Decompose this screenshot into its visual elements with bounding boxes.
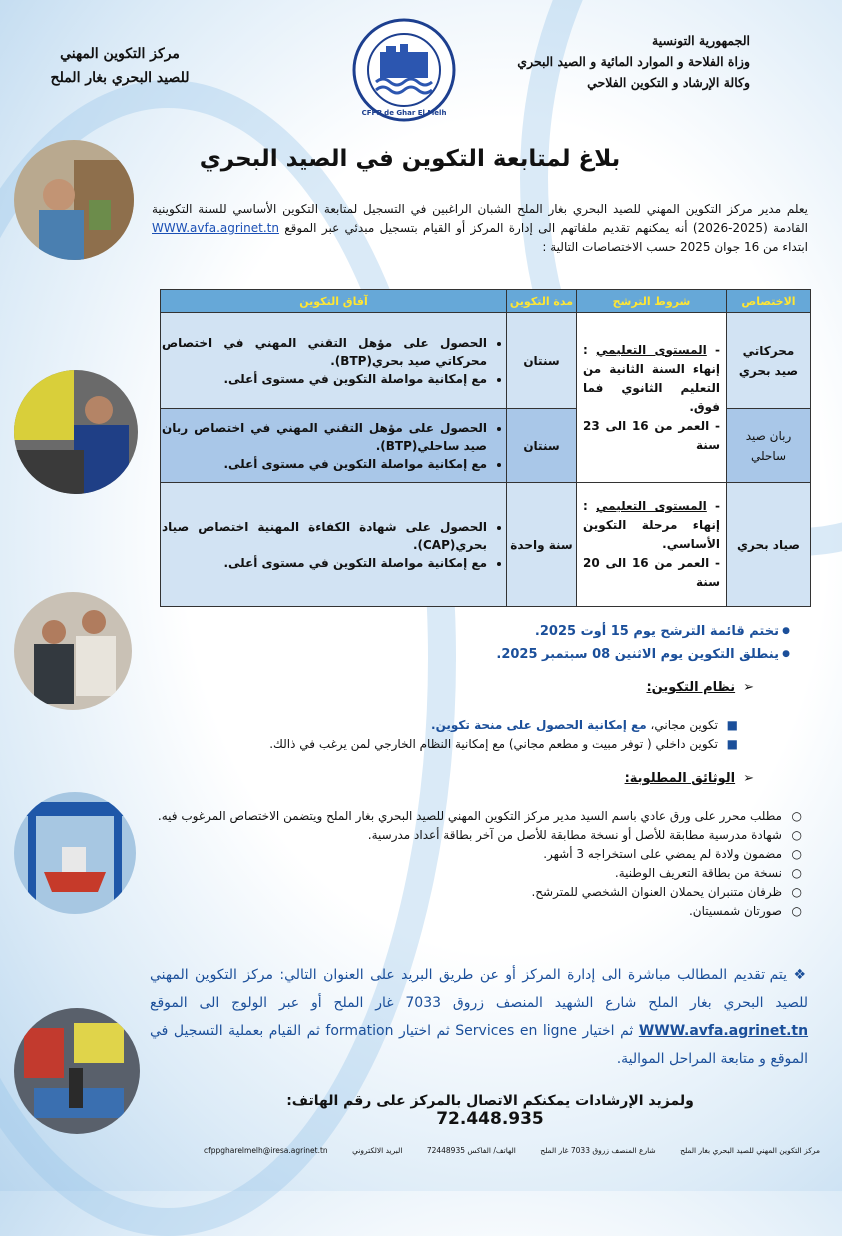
column-header: آفاق التكوين [161,290,507,313]
center-name-line1: مركز التكوين المهني [60,46,180,62]
list-item [146,864,806,883]
circle-bullet-icon: ○ [791,828,802,842]
table-header-row [161,290,811,313]
mechanic-photo [14,140,134,260]
specialty-cell: ربان صيد ساحلي [727,409,811,483]
column-header: شروط الترشح [577,290,727,313]
list-item [146,883,806,902]
table-row [161,313,811,409]
deadline-date: ● تختم قائمة الترشح يوم 15 أوت 2025. [420,620,790,643]
ministry-name: وزاة الفلاحة و الموارد المائية و الصيد البحري [517,54,750,69]
outcome-item: • الحصول على مؤهل التقني المهني في اختصاص ربان صيد ساحلي(BTP). [162,419,487,455]
documents-list [146,807,806,921]
shipyard-photo [14,792,136,914]
documents-heading [625,771,754,786]
list-item [142,735,742,754]
outcome-item: • مع إمكانية مواصلة التكوين في مستوى أعلى. [162,455,487,473]
outcomes-cell [161,483,507,607]
phone-number: 72.448.935 [436,1109,544,1129]
duration-cell: سنتان [507,409,577,483]
circle-bullet-icon: ○ [791,904,802,918]
list-item [146,826,806,845]
note-text: ثم اختيار [582,1023,634,1039]
footer-email[interactable]: cfppgharelmelh@iresa.agrinet.tn [204,1146,328,1155]
outcome-item: • الحصول على شهادة الكفاءة المهنية اختصاص صياد بحري(CAP). [162,518,487,554]
registration-link[interactable]: WWW.avfa.agrinet.tn [152,221,279,235]
circle-bullet-icon: ○ [791,866,802,880]
circle-bullet-icon: ○ [791,885,802,899]
country-name: الجمهورية التونسية [652,33,750,48]
table-row [161,483,811,607]
item-text: تكوين مجاني، [646,718,718,732]
training-system-heading [646,680,754,695]
agency-name: وكالة الإرشاد و التكوين الفلاحي [587,75,750,90]
outcomes-cell [161,313,507,409]
condition-label: المستوى التعليمي [596,499,707,513]
government-header [450,30,750,93]
footer-fax: الهاتف/ الفاكس 72448935 [426,1146,516,1155]
item-text: مضمون ولادة لم يمضي على استخراجه 3 أشهر. [543,847,782,861]
specialty-cell: محركاتي صيد بحري [727,313,811,409]
list-item [142,716,742,735]
footer-center-name: مركز التكوين المهني للصيد البحري بغار الملح [680,1146,820,1155]
specialty-cell: صياد بحري [727,483,811,607]
outcome-item: • الحصول على مؤهل التقني المهني في اختصاص محركاتي صيد بحري(BTP). [162,334,487,370]
training-system-list [142,716,742,754]
note-text: ثم اختيار [399,1023,450,1039]
condition-text: من 16 الى 23 سنة [583,418,720,452]
registration-link[interactable]: WWW.avfa.agrinet.tn [638,1023,809,1039]
intro-text-after: ابتداء من 16 جوان 2025 حسب الاختصاصات التالية : [542,240,808,254]
specialties-table [160,289,811,607]
condition-text: من 16 الى 20 سنة [583,556,720,589]
center-name-line2: للصيد البحري بغار الملح [50,70,190,86]
conditions-cell: - المستوى التعليمي : إنهاء السنة الثانية من التعليم الثانوي فما فوق. - العمر من 16 الى 23 سنة [577,313,727,483]
diamond-bullet-icon: ❖ [793,967,808,983]
condition-label: العمر [678,418,710,433]
square-bullet-icon: ■ [726,737,738,751]
logo-text: CFPP de Ghar El Melh [361,109,447,117]
submission-note [150,961,808,1073]
engine-room-photo [14,1008,140,1134]
item-text: تكوين داخلي ( توفر مبيت و مطعم مجاني) مع إمكانية النظام الخارجي لمن يرغب في ذالك. [269,737,718,751]
footer-email-label: البريد الالكتروني [352,1146,403,1155]
arrow-icon: ➢ [743,680,754,695]
start-date: ● ينطلق التكوين يوم الاثنين 08 سبتمبر 2025. [420,643,790,666]
contact-text: ولمزيد الإرشادات يمكنكم الاتصال بالمركز على رقم الهاتف: [286,1093,694,1109]
center-logo [352,18,456,122]
circle-bullet-icon: ○ [791,809,802,823]
condition-label: العمر [678,556,710,570]
section-title: الوثائق المطلوبة: [624,771,736,786]
intro-paragraph [152,200,808,257]
item-text: صورتان شمسيتان. [688,904,782,918]
intro-text: يعلم مدير مركز التكوين المهني للصيد البحري بغار الملح الشبان الراغبين في التسجيل لمتابعة التكوين الأساسي للسنة التكوينية القادمة (2025-2026) أنه يمكنهم تقديم ملفاتهم الى إدارة المركز أو القيام بتسجيل مبدئي عبر الموقع [152,202,808,235]
outcomes-cell [161,409,507,483]
arrow-icon: ➢ [743,771,754,786]
formation-label: formation [325,1023,394,1039]
item-highlight: مع إمكانية الحصول على منحة تكوين. [431,718,647,732]
list-item [146,845,806,864]
duration-cell: سنة واحدة [507,483,577,607]
duration-cell: سنتان [507,313,577,409]
section-title: نظام التكوين: [646,680,736,695]
column-header: الاختصاص [727,290,811,313]
item-text: ظرفان متنبران يحملان العنوان الشخصي للمترشح. [531,885,782,899]
item-text: مطلب محرر على ورق عادي باسم السيد مدير مركز التكوين المهني للصيد البحري بغار الملح ويتضمن الاختصاص المرغوب فيه. [157,809,782,823]
square-bullet-icon: ■ [726,718,738,732]
footer-address: شارع المنصف زروق 7033 غار الملح [540,1146,656,1155]
note-text: يتم تقديم المطالب مباشرة الى إدارة المركز أو عن طريق البريد على العنوان التالي: مركز التكوين المهني للصيد البحري بغار الملح شارع الشهيد المنصف زروق 7033 غار الملح أو عبر الولوج الى الموقع [150,967,808,1011]
column-header: مدة التكوين [507,290,577,313]
students-photo [14,592,132,710]
conditions-cell: - المستوى التعليمي : إنهاء مرحلة التكوين الأساسي. - العمر من 16 الى 20 سنة [577,483,727,607]
services-label: Services en ligne [455,1023,577,1039]
item-text: شهادة مدرسية مطابقة للأصل أو نسخة مطابقة للأصل من آخر بطاقة أعداد مدرسية. [367,828,782,842]
footer [160,1146,820,1155]
contact-line [270,1093,710,1129]
outcome-item: • مع إمكانية مواصلة التكوين في مستوى أعلى. [162,554,487,572]
condition-text: إنهاء السنة الثانية من التعليم الثانوي فما فوق. [583,361,720,414]
list-item [146,807,806,826]
key-dates [420,620,790,666]
item-text: نسخة من بطاقة التعريف الوطنية. [614,866,782,880]
condition-label: المستوى التعليمي [596,342,707,357]
outcome-item: • مع إمكانية مواصلة التكوين في مستوى أعلى. [162,370,487,388]
condition-text: إنهاء مرحلة التكوين الأساسي. [583,518,720,551]
note-text: ثم القيام بعملية التسجيل في الموقع و متابعة المراحل الموالية. [150,1023,808,1067]
engine-workshop-photo [14,370,138,494]
center-header [40,42,200,90]
page-title: بلاغ لمتابعة التكوين في الصيد البحري [199,146,621,172]
list-item [146,902,806,921]
circle-bullet-icon: ○ [791,847,802,861]
